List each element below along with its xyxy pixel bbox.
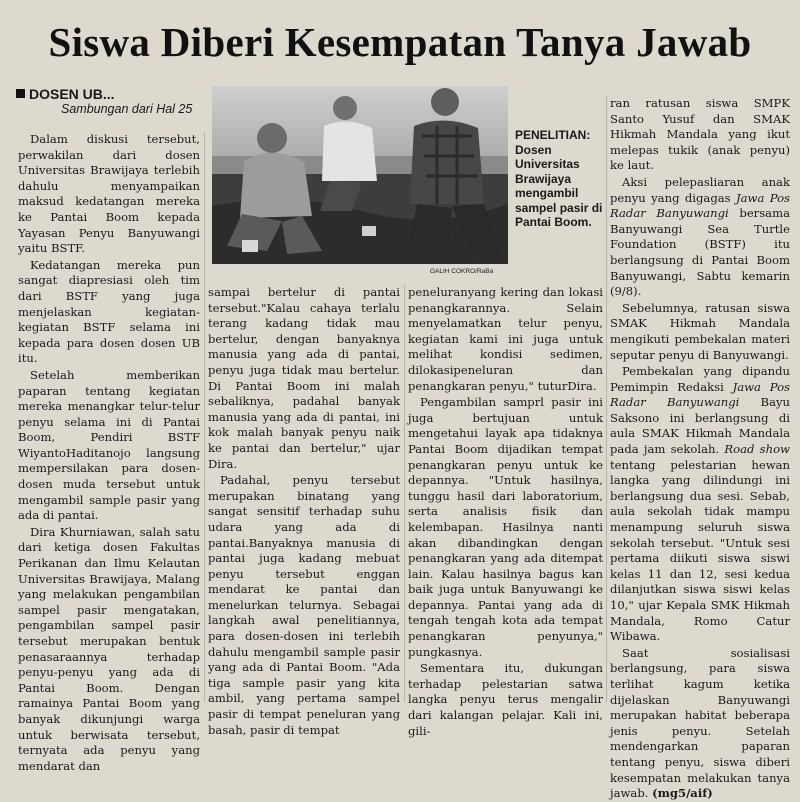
author-sign: (mg5/aif) xyxy=(652,786,713,801)
paragraph: ran ratusan siswa SMPK Santo Yusuf dan SMAK Hikmah Mandala yang ikut melepas tukik (anak penyu) ke laut. xyxy=(610,96,790,173)
photo-credit: GALIH COKRO/RaBa xyxy=(430,268,494,275)
article-column-4 xyxy=(610,96,790,802)
text-run: Saat sosialisasi berlangsung, para siswa terlihat kagum ketika dijelaskan Banyuwangi merupakan habitat beberapa jenis penyu. Setelah mendengarkan paparan tentang penyu, siswa diberi kesempatan melakukan tanya jawab. xyxy=(610,645,790,801)
text-run: tentang pelestarian hewan langka yang dilindungi ini berlangsung dua sesi. Sebab, aula sekolah tidak mampu menampung seluruh siswa sekolah tersebut. "Untuk sesi pertama diikuti siswa siswi kelas 11 dan 12, sesi kedua dilanjutkan siswa siswi kelas 10," ujar Kepala SMK Hikmah Mandala, Romo Catur Wibawa. xyxy=(610,457,790,644)
paragraph xyxy=(610,364,790,645)
italic-term: Road show xyxy=(724,442,790,457)
paragraph: Dira Khurniawan, salah satu dari ketiga dosen Fakultas Perikanan dan Ilmu Kelautan Universitas Brawijaya, Malang yang melakukan pengambilan sampel pasir mengatakan, pengambilan sampel pasir tersebut merupakan bentuk penasaraannya terhadap penyu-penyu yang ada di Pantai Boom. Dengan ramainya Pantai Boom yang banyak dikunjungi warga untuk berwisata tersebut, ternyata ada penyu yang mendarat dan xyxy=(18,524,200,773)
headline: Siswa Diberi Kesempatan Tanya Jawab xyxy=(48,19,752,65)
news-photo xyxy=(212,86,508,264)
paragraph xyxy=(610,646,790,802)
text-run: Bayu Saksono ini berlangsung di aula SMAK Hikmah Mandala pada jam sekolah. xyxy=(610,395,790,457)
paragraph: Dalam diskusi tersebut, perwakilan dari dosen Universitas Brawijaya terlebih dahulu menyampaikan maksud kedatangan mereka ke Pantai Boom kepada Yayasan Penyu Banyuwangi yaitu BSTF. xyxy=(18,132,200,256)
paragraph: Sebelumnya, ratusan siswa SMAK Hikmah Mandala mengikuti pembekalan materi seputar penyu di Banyuwangi. xyxy=(610,300,790,362)
text-run: Pembekalan yang dipandu Pemimpin Redaksi xyxy=(610,364,790,394)
publication-name: Jawa Pos Radar Banyuwangi xyxy=(610,190,791,221)
photo-researchers-sand-sampling xyxy=(212,86,508,264)
text-run: bersama Banyuwangi Sea Turtle Foundation (BSTF) itu berlangsung di Pantai Boom Banyuwangi, Sabtu kemarin (9/8). xyxy=(610,206,790,299)
text-run: Aksi pelepasliaran anak penyu yang digagas xyxy=(610,174,790,205)
paragraph xyxy=(610,175,790,300)
article-column-1 xyxy=(18,132,200,774)
caption-text: Dosen Universitas Brawijaya mengambil sampel pasir di Pantai Boom. xyxy=(515,142,603,229)
paragraph: Kedatangan mereka pun sangat diapresiasi oleh tim dari BSTF yang juga menjelaskan kegiatan-kegiatan BSTF selama ini kepada para dosen dosen UB itu. xyxy=(18,257,200,366)
paragraph: sampai bertelur di pantai tersebut."Kalau cahaya terlalu terang kadang tidak mau bertelur, dengan banyaknya manusia yang ada di pantai, penyu juga tidak mau bertelur. Di Pantai Boom ini malah sebaliknya, padahal banyak manusia yang ada di pantai, ini kok malah banyak penyu naik ke pantai dan bertelur," ujar Dira. xyxy=(208,285,400,471)
paragraph: peneluranyang kering dan lokasi penangkarannya. Selain menyelamatkan telur penyu, kegiatan kami ini juga untuk melihat kondisi sedimen, dilokasipeneluran dan penangkaran penyu," tuturDira. xyxy=(408,285,603,393)
article-column-2 xyxy=(208,285,400,738)
paragraph: Setelah memberikan paparan tentang kegiatan mereka menangkar telur-telur penyu selama ini di Pantai Boom, Pendiri BSTF WiyantoHaditanojo langsung mempersilakan para dosen-dosen muda tersebut untuk mengambil sample pasir yang ada di pantai. xyxy=(18,367,200,523)
publication-name: Jawa Pos Radar Banyuwangi xyxy=(610,379,790,410)
photo-caption xyxy=(515,128,607,230)
kicker-label: DOSEN UB... xyxy=(29,86,115,102)
continuation-note: Sambungan dari Hal 25 xyxy=(61,102,193,116)
paragraph: Sementara itu, dukungan terhadap pelestarian satwa langka penyu terus mengalir dari kalangan pelajar. Kali ini, gili- xyxy=(408,661,603,738)
caption-label: PENELITIAN: xyxy=(515,128,591,142)
column-divider xyxy=(404,285,405,702)
paragraph: Padahal, penyu tersebut merupakan binatang yang sangat sensitif terhadap suhu udara yang ada di pantai.Banyaknya manusia di pantai juga kadang mebuat penyu tersebut enggan mendarat ke pantai dan menelurkan telurnya. Sebagai langkah awal penelitiannya, para dosen-dosen ini terlebih dahulu mengambil sample pasir yang ada di Pantai Boom. "Ada tiga sample pasir yang kita ambil, yang pertama sampel pasir di tempat peneluran yang basah, pasir di tempat xyxy=(208,473,400,737)
kicker-square-icon xyxy=(16,89,25,98)
article-column-3 xyxy=(408,285,603,739)
column-divider xyxy=(204,132,205,702)
kicker xyxy=(16,86,115,102)
paragraph: Pengambilan samprl pasir ini juga bertujuan untuk mengetahui layak apa tidaknya Pantai Boom dijadikan tempat penangkaran penyu untuk ke depannya. "Untuk hasilnya, tunggu hasil dari laboratorium, serta analisis fisik dan kelembapan. Hasilnya nanti akan dibandingkan dengan penangkaran yang ada ditempat lain. Kalau hasilnya bagus kan baik juga untuk Banyuwangi ke depannya. Pantai yang ada di tengah tengah kota ada tempat penangkaran penyunya," pungkasnya. xyxy=(408,395,603,659)
